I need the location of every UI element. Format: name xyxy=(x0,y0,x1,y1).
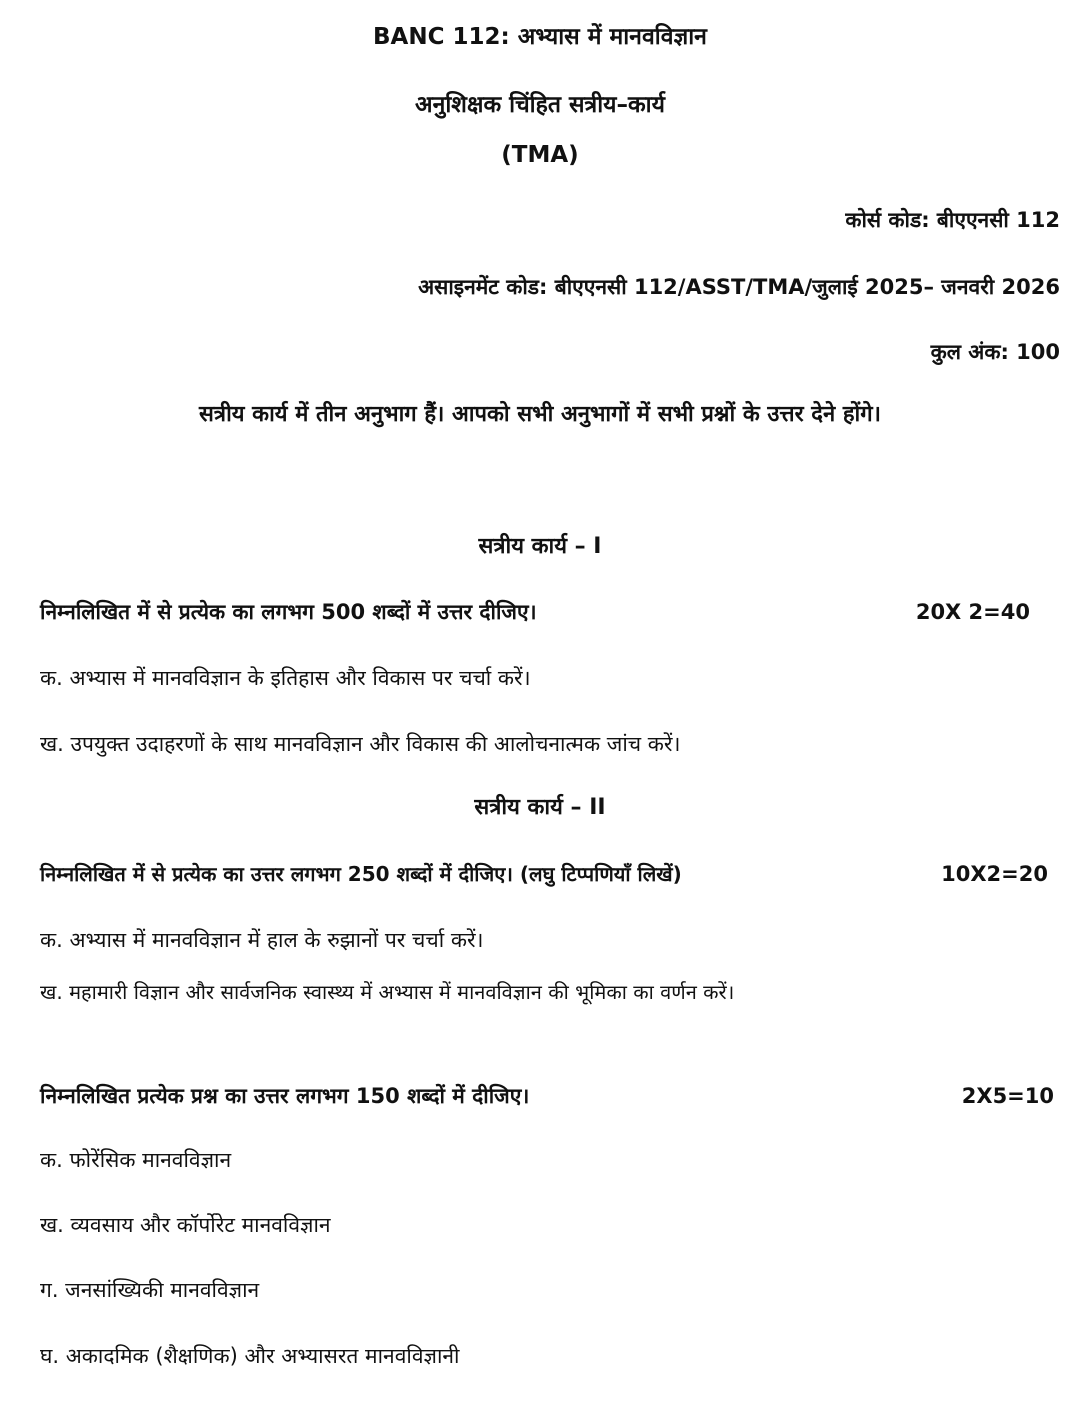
intro-instructions: सत्रीय कार्य में तीन अनुभाग हैं। आपको सभी अनुभागों में सभी प्रश्नों के उत्तर देने होंगे। xyxy=(199,402,881,427)
section-1-question-1: क. अभ्यास में मानवविज्ञान के इतिहास और विकास पर चर्चा करें। xyxy=(40,666,531,690)
document-subtitle: अनुशिक्षक चिंहित सत्रीय–कार्य xyxy=(415,92,665,118)
section-2-instruction-row xyxy=(40,862,1060,887)
section-3-instruction: निम्नलिखित प्रत्येक प्रश्न का उत्तर लगभग 150 शब्दों में दीजिए। xyxy=(40,1084,530,1108)
section-2-heading: सत्रीय कार्य – II xyxy=(474,795,606,820)
section-2-question-1: क. अभ्यास में मानवविज्ञान में हाल के रुझानों पर चर्चा करें। xyxy=(40,928,484,952)
section-3-instruction-row xyxy=(40,1084,1060,1109)
section-2-instruction: निम्नलिखित में से प्रत्येक का उत्तर लगभग 250 शब्दों में दीजिए। (लघु टिप्पणियाँ लिखें) xyxy=(40,862,682,886)
section-1-instruction-row xyxy=(40,600,1060,625)
section-2-marks: 10X2=20 xyxy=(941,862,1048,886)
document-title: BANC 112: अभ्यास में मानवविज्ञान xyxy=(373,24,707,50)
tma-label: (TMA) xyxy=(501,142,579,168)
section-3-marks: 2X5=10 xyxy=(961,1084,1054,1108)
section-3-question-1: क. फोरेंसिक मानवविज्ञान xyxy=(40,1148,232,1172)
section-1-instruction: निम्नलिखित में से प्रत्येक का लगभग 500 शब्दों में उत्तर दीजिए। xyxy=(40,600,537,624)
total-marks: कुल अंक: 100 xyxy=(930,340,1060,364)
section-1-heading: सत्रीय कार्य – I xyxy=(478,534,602,559)
section-3-question-2: ख. व्यवसाय और कॉर्पोरेट मानवविज्ञान xyxy=(40,1213,331,1237)
assignment-code: असाइनमेंट कोड: बीएएनसी 112/ASST/TMA/जुलाई 2025– जनवरी 2026 xyxy=(418,275,1060,299)
section-3-question-3: ग. जनसांख्यिकी मानवविज्ञान xyxy=(40,1278,260,1302)
section-2-question-2: ख. महामारी विज्ञान और सार्वजनिक स्वास्थ्य में अभ्यास में मानवविज्ञान की भूमिका का वर्णन करें। xyxy=(40,980,735,1004)
section-3-question-4: घ. अकादमिक (शैक्षणिक) और अभ्यासरत मानवविज्ञानी xyxy=(40,1344,460,1368)
section-1-question-2: ख. उपयुक्त उदाहरणों के साथ मानवविज्ञान और विकास की आलोचनात्मक जांच करें। xyxy=(40,732,681,756)
section-1-marks: 20X 2=40 xyxy=(915,600,1030,624)
course-code: कोर्स कोड: बीएएनसी 112 xyxy=(845,208,1060,232)
